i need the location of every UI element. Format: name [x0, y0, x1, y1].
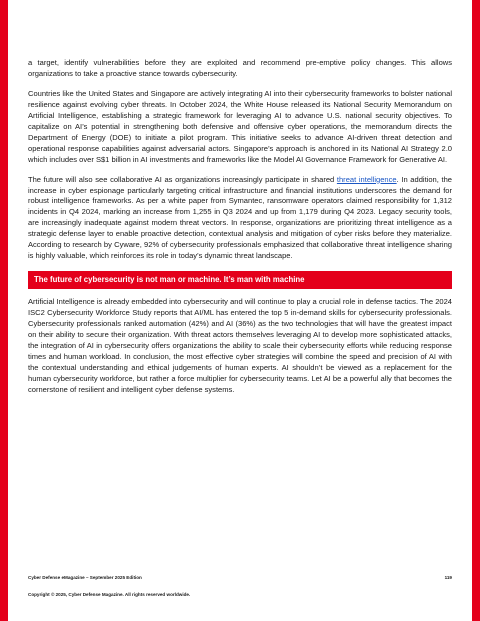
paragraph-4: Artificial Intelligence is already embedded into cybersecurity and will continue to play a crucial role in defense tactics. The 2024 ISC2 Cybersecurity Workforce Study reports that AI/ML has entered the top 5 in-demand skills for cybersecurity professionals. Cybersecurity professionals ranked automation (42%) and AI (36%) as the two technologies that will have the greatest impact on their ability to secure their organization. With threat actors themselves leveraging AI to develop more sophisticated attacks, the integration of AI in cybersecurity offers organizations the ability to scale their cybersecurity efforts while reducing response times and human workload. In conclusion, the most effective cyber strategies will combine the speed and precision of AI with the contextual understanding and ethical judgements of human experts. AI shouldn’t be viewed as a replacement for the human cybersecurity workforce, but rather a force multiplier for cybersecurity teams. Let AI be a powerful ally that becomes the cornerstone of resilient and intelligent cyber defense systems.: [28, 297, 452, 394]
right-edge-bar: [472, 0, 480, 621]
copyright-notice: Copyright © 2025, Cyber Defense Magazine. All rights reserved worldwide.: [28, 592, 191, 597]
paragraph-3: [28, 175, 452, 263]
edition-label: Cyber Defense eMagazine – September 2025 Edition: [28, 575, 142, 580]
paragraph-3-text-end: . In addition, the increase in cyber espionage particularly targeting critical infrastructure and financial institutions underscores the demand for robust intelligence frameworks. As per a white paper from Symantec, ransomware operators claimed responsibility for 1,312 incidents in Q4 2024, marking an increase from 1,255 in Q3 2024 and up from 1,179 during Q4 2023. Legacy security tools, are increasingly inadequate against modern threat vectors. In response, organizations are prioritizing threat intelligence as a strategic defense layer to enable proactive detection, contextual analysis and mitigation of cyber risks before they materialize. According to research by Cyware, 92% of cybersecurity professionals emphasized that collaborative threat intelligence sharing is highly valuable, which reinforces its role in today’s dynamic threat landscape.: [28, 174, 452, 261]
page-footer: [28, 575, 452, 597]
threat-intelligence-link[interactable]: threat intelligence: [336, 174, 397, 184]
paragraph-1: a target, identify vulnerabilities before they are exploited and recommend pre-emptive policy changes. This allows organizations to take a proactive stance towards cybersecurity.: [28, 58, 452, 78]
footer-row: [28, 575, 452, 580]
page-number: 119: [444, 575, 452, 580]
article-body: [28, 58, 452, 405]
section-heading: The future of cybersecurity is not man or machine. It’s man with machine: [28, 271, 452, 289]
paragraph-2: Countries like the United States and Singapore are actively integrating AI into their cybersecurity frameworks to bolster national resilience against evolving cyber threats. In October 2024, the White House released its National Security Memorandum on Artificial Intelligence, establishing a strategic framework for leveraging AI to advance U.S. national security objectives. To capitalize on AI’s potential in strengthening both defensive and offensive cyber operations, the memorandum directs the Department of Energy (DOE) to initiate a pilot program. This initiative seeks to advance AI-driven threat detection and operational response capabilities against adversarial actors. Singapore’s approach is anchored in its National AI Strategy 2.0 which includes over S$1 billion in AI investments and frameworks like the Model AI Governance Framework for Generative AI.: [28, 88, 452, 164]
paragraph-3-text-start: The future will also see collaborative AI as organizations increasingly participate in shared: [28, 174, 337, 184]
left-edge-bar: [0, 0, 8, 621]
